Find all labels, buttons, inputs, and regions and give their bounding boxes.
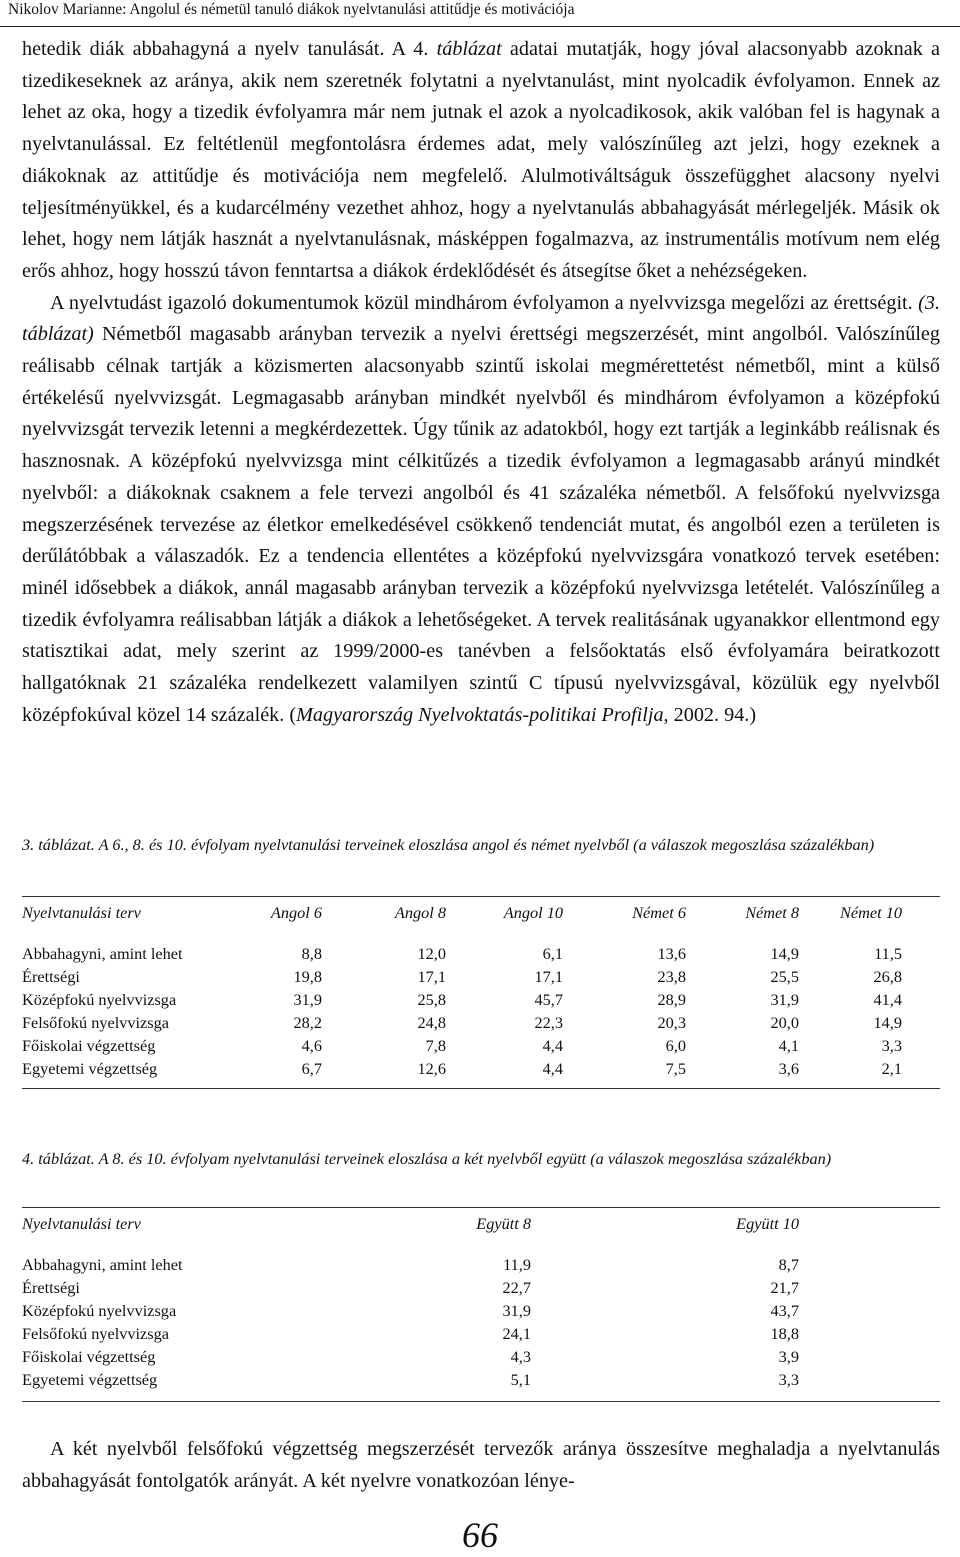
table3-label-cell: Felsőfokú nyelvvizsga (22, 1013, 169, 1032)
table3-value-cell: 31,9 (770, 990, 799, 1009)
table4-spacer (22, 1235, 940, 1253)
table3-value-cell: 7,8 (425, 1036, 446, 1055)
table4-row (22, 1276, 940, 1299)
table3-label-cell: Főiskolai végzettség (22, 1036, 156, 1055)
table3-caption: 3. táblázat. A 6., 8. és 10. évfolyam nyelvtanulási terveinek eloszlása angol és német nyelvből (a válaszok megoszlása százalékban) (22, 835, 875, 854)
table3-value-cell: 26,8 (873, 967, 902, 986)
page-number: 66 (462, 1515, 498, 1555)
table3-label-cell: Érettségi (22, 967, 80, 986)
table3-value-cell: 7,5 (665, 1059, 686, 1078)
closing-paragraph: A két nyelvből felsőfokú végzettség megszerzését tervezők aránya összesítve meghaladja a nyelvtanulás abbahagyását fontolgatók arányát. A két nyelvre vonatkozóan lénye- (22, 1438, 940, 1492)
table3-header-row (22, 901, 940, 924)
table4-value-cell: 3,3 (778, 1370, 799, 1389)
text-span: A nyelvtudást igazoló dokumentumok közül mindhárom évfolyamon a nyelvvizsga megelőzi az érettségit. (50, 291, 919, 314)
table3-value-cell: 28,2 (293, 1013, 322, 1032)
table3-value-cell: 4,6 (301, 1036, 322, 1055)
table4 (22, 1207, 940, 1402)
table3-value-cell: 4,4 (542, 1036, 563, 1055)
table4-header-row (22, 1212, 940, 1235)
table4-value-cell: 8,7 (778, 1255, 799, 1274)
table3-value-cell: 23,8 (657, 967, 686, 986)
table3-header-cell: Angol 8 (394, 903, 446, 922)
table3-value-cell: 41,4 (873, 990, 902, 1009)
table3-row (22, 1057, 940, 1080)
table4-row (22, 1253, 940, 1276)
table3-spacer (22, 924, 940, 942)
table4-row (22, 1299, 940, 1322)
table3-value-cell: 3,3 (881, 1036, 902, 1055)
table4-label-cell: Felsőfokú nyelvvizsga (22, 1324, 169, 1343)
table3-label-cell: Középfokú nyelvvizsga (22, 990, 177, 1009)
table4-header-cell: Nyelvtanulási terv (22, 1214, 141, 1233)
table3-row (22, 988, 940, 1011)
body-text (22, 34, 940, 731)
table3-value-cell: 6,1 (542, 944, 563, 963)
table3-value-cell: 20,0 (770, 1013, 799, 1032)
table4-row (22, 1345, 940, 1368)
table3-row (22, 1034, 940, 1057)
table4-bottom-rule (22, 1401, 940, 1402)
table3-bottom-rule (22, 1088, 940, 1089)
italic-text: Magyarország Nyelvoktatás-politikai Profilja (296, 703, 664, 726)
table3-value-cell: 4,4 (542, 1059, 563, 1078)
table4-value-cell: 24,1 (502, 1324, 531, 1343)
table3 (22, 896, 940, 1089)
table3-value-cell: 24,8 (417, 1013, 446, 1032)
table4-value-cell: 11,9 (503, 1255, 531, 1274)
table4-value-cell: 18,8 (770, 1324, 799, 1343)
table3-value-cell: 22,3 (534, 1013, 563, 1032)
running-head (0, 0, 960, 28)
table4-header-cell: Együtt 8 (476, 1214, 531, 1233)
table4-label-cell: Középfokú nyelvvizsga (22, 1301, 177, 1320)
table3-row (22, 1011, 940, 1034)
table3-value-cell: 25,5 (770, 967, 799, 986)
table3-value-cell: 4,1 (778, 1036, 799, 1055)
text-span: hetedik diák abbahagyná a nyelv tanulását. A 4. (22, 38, 437, 60)
table4-value-cell: 31,9 (502, 1301, 531, 1320)
text-span: Németből magasabb arányban tervezik a nyelvi érettségi megszerzését, mint angolból. Valószínűleg reálisabb célnak tartják a közismerten alacsonyabb szintű iskolai megmérettetést németből, mint a külső értékelésű nyelvvizsgát. Legmagasabb arányban mindkét nyelvből és mindhárom évfolyamon a középfokú nyelvvizsgát tervezik letenni a megkérdezettek. Úgy tűnik az adatokból, hogy ezt tartják a leginkább reálisnak és hasznosnak. A középfokú nyelvvizsga mint célkitűzés a tizedik évfolyamon a legmagasabb arányú mindkét nyelvből: a diákoknak csaknem a fele tervezi angolból és 41 százaléka németből. A felsőfokú nyelvvizsga megszerzésének tervezése az életkor emelkedésével csökkenő tendenciát mutat, és angolból ezen a területen is derűlátóbbak a válaszadók. Ez a tendencia ellentétes a középfokú nyelvvizsgára vonatkozó tervek esetében: minél idősebbek a diákok, annál magasabb arányban tervezik a középfokú nyelvvizsga letételét. Valószínűleg a tizedik évfolyamra reálisabban látják a diákok a lehetőségeket. A tervek realitásának ugyanakkor ellentmond egy statisztikai adat, mely szerint az 1999/2000-es tanévben a felsőoktatás első évfolyamára beiratkozott hallgatóknak 21 százaléka rendelkezett valamilyen szintű C típusú nyelvvizsgával, közülük egy nyelvből középfokúval közel 14 százalék. ( (22, 323, 940, 726)
table4-label-cell: Főiskolai végzettség (22, 1347, 156, 1366)
table4-value-cell: 5,1 (510, 1370, 531, 1389)
table3-label-cell: Abbahagyni, amint lehet (22, 944, 183, 963)
table4-label-cell: Érettségi (22, 1278, 80, 1297)
table3-value-cell: 25,8 (417, 990, 446, 1009)
table4-label-cell: Abbahagyni, amint lehet (22, 1255, 183, 1274)
table3-header-cell: Angol 6 (270, 903, 322, 922)
table3-value-cell: 8,8 (301, 944, 322, 963)
table3-header-cell: Angol 10 (503, 903, 563, 922)
table3-spacer (22, 1080, 940, 1088)
table4-value-cell: 4,3 (510, 1347, 531, 1366)
table3-header-cell: Német 8 (745, 903, 799, 922)
table3-value-cell: 14,9 (873, 1013, 902, 1032)
table3-value-cell: 2,1 (881, 1059, 902, 1078)
table3-value-cell: 28,9 (657, 990, 686, 1009)
text-span: adatai mutatják, hogy jóval alacsonyabb azoknak a tizedikeseknek az aránya, akik nem szeretnék folytatni a nyelvtanulást, mint nyolcadik évfolyamon. Ennek az lehet az oka, hogy a tizedik évfolyamra már nem jutnak el azok a nyolcadikosok, akik valóban fel is hagynak a nyelvtanulással. Ez feltétlenül megfontolásra érdemes adat, mely valószínűleg azt jelzi, hogy ezeknek a diákoknak az attitűdje és motivációja nem megfelelő. Alulmotiváltságuk összefügghet alacsony nyelvi teljesítményükkel, és a kudarcélmény vezethet ahhoz, hogy a nyelvtanulás abbahagyását mérlegeljék. Másik ok lehet, hogy nem látják hasznát a nyelvtanulásnak, másképpen fogalmazva, az instrumentális motívum nem elég erős ahhoz, hogy hosszú távon fenntartsa a diákok érdeklődését és átsegítse őket a nehézségeken. (22, 38, 940, 282)
table3-value-cell: 20,3 (657, 1013, 686, 1032)
table4-header-cell: Együtt 10 (736, 1214, 799, 1233)
table3-header-cell: Nyelvtanulási terv (22, 903, 141, 922)
table4-label-cell: Egyetemi végzettség (22, 1370, 158, 1389)
closing-text (22, 1434, 940, 1497)
table3-value-cell: 3,6 (778, 1059, 799, 1078)
body-paragraph (22, 34, 940, 288)
table3-row (22, 942, 940, 965)
table3-value-cell: 19,8 (293, 967, 322, 986)
text-span: , 2002. 94.) (663, 703, 757, 726)
table4-row (22, 1368, 940, 1391)
table3-value-cell: 6,7 (301, 1059, 322, 1078)
table3-header-cell: Német 6 (632, 903, 686, 922)
table3-value-cell: 17,1 (417, 967, 446, 986)
table4-value-cell: 3,9 (778, 1347, 799, 1366)
table4-spacer (22, 1391, 940, 1401)
table4-value-cell: 21,7 (770, 1278, 799, 1297)
table3-value-cell: 11,5 (874, 944, 902, 963)
table3-row (22, 965, 940, 988)
table3-header-cell: Német 10 (840, 903, 902, 922)
italic-text: (3. táblázat) (22, 291, 940, 346)
table3-value-cell: 14,9 (770, 944, 799, 963)
table3-value-cell: 31,9 (293, 990, 322, 1009)
table3-value-cell: 6,0 (665, 1036, 686, 1055)
table4-value-cell: 43,7 (770, 1301, 799, 1320)
table4-row (22, 1322, 940, 1345)
running-head-rule (0, 26, 960, 27)
table3-value-cell: 12,6 (417, 1059, 446, 1078)
italic-text: táblázat (436, 38, 502, 60)
running-head-text: Nikolov Marianne: Angolul és németül tanuló diákok nyelvtanulási attitűdje és motivációja (8, 1, 575, 18)
table3-value-cell: 17,1 (534, 967, 563, 986)
table3-value-cell: 12,0 (417, 944, 446, 963)
table3-label-cell: Egyetemi végzettség (22, 1059, 158, 1078)
table4-value-cell: 22,7 (502, 1278, 531, 1297)
table3-value-cell: 13,6 (657, 944, 686, 963)
body-paragraph (22, 288, 940, 732)
table3-value-cell: 45,7 (534, 990, 563, 1009)
table4-caption: 4. táblázat. A 8. és 10. évfolyam nyelvtanulási terveinek eloszlása a két nyelvből együtt (a válaszok megoszlása százalékban) (22, 1149, 832, 1168)
